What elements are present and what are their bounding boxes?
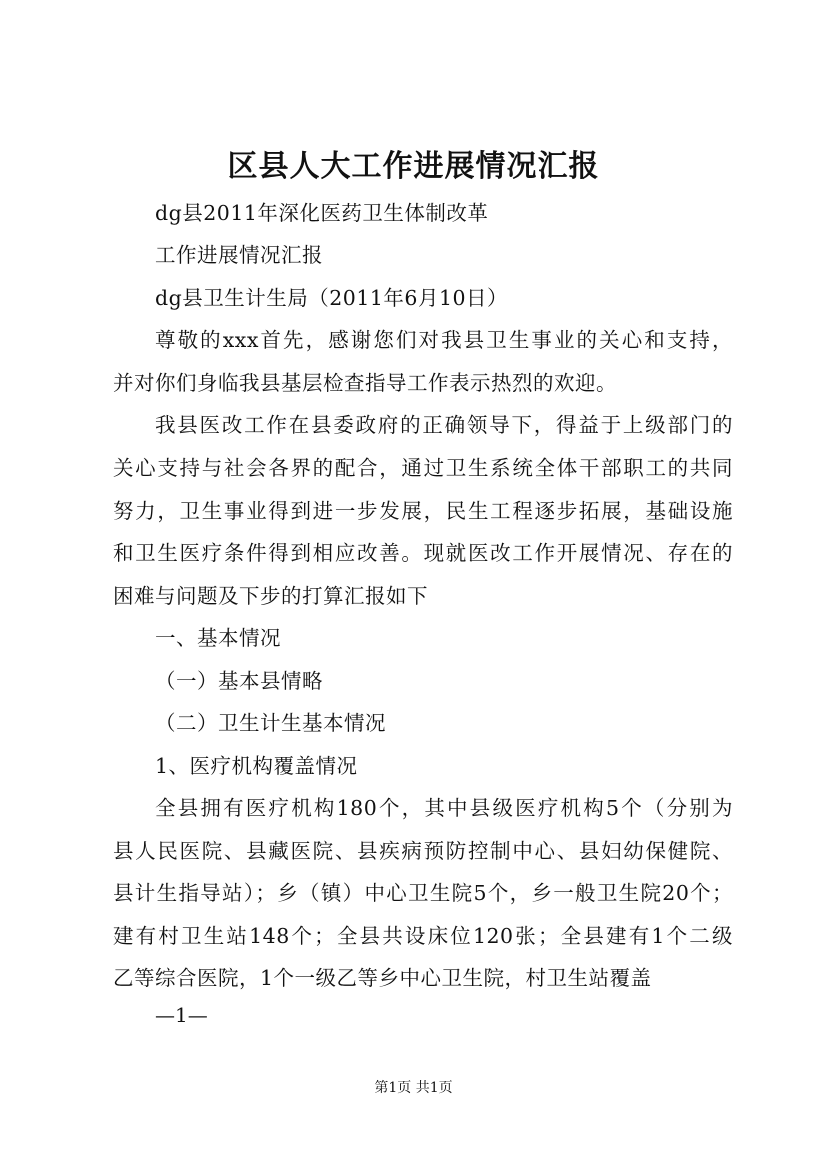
paragraph-line: 困难与问题及下步的打算汇报如下 bbox=[113, 584, 428, 608]
paragraph-line: 我县医改工作在县委政府的正确领导下，得益于上级部门的 bbox=[155, 413, 733, 437]
paragraph-line: 尊敬的xxx首先，感谢您们对我县卫生事业的关心和支持， bbox=[155, 328, 733, 352]
subsection-heading: （一）基本县情略 bbox=[155, 669, 323, 693]
page-number: —1— bbox=[155, 1003, 208, 1027]
page-footer: 第1页 共1页 bbox=[374, 1080, 453, 1096]
subsection-heading: （二）卫生计生基本情况 bbox=[155, 711, 386, 735]
paragraph-line: 全县拥有医疗机构180个，其中县级医疗机构5个（分别为 bbox=[155, 796, 733, 820]
item-heading: 1、医疗机构覆盖情况 bbox=[155, 754, 358, 778]
issuer-date-line: dg县卫生计生局（2011年6月10日） bbox=[155, 286, 509, 310]
paragraph-line: 和卫生医疗条件得到相应改善。现就医改工作开展情况、存在的 bbox=[113, 541, 733, 565]
paragraph-line: 关心支持与社会各界的配合，通过卫生系统全体干部职工的共同 bbox=[113, 456, 733, 480]
paragraph-line: 努力，卫生事业得到进一步发展，民生工程逐步拓展，基础设施 bbox=[113, 499, 733, 523]
document-title: 区县人大工作进展情况汇报 bbox=[227, 149, 600, 184]
paragraph-line: 并对你们身临我县基层检查指导工作表示热烈的欢迎。 bbox=[113, 371, 617, 395]
paragraph-line: 建有村卫生站148个；全县共设床位120张；全县建有1个二级 bbox=[113, 924, 733, 948]
subtitle-line-2: 工作进展情况汇报 bbox=[155, 243, 323, 267]
paragraph-line: 县人民医院、县藏医院、县疾病预防控制中心、县妇幼保健院、 bbox=[113, 839, 733, 863]
paragraph-line: 县计生指导站）；乡（镇）中心卫生院5个，乡一般卫生院20个； bbox=[113, 881, 733, 905]
paragraph-line: 乙等综合医院，1个一级乙等乡中心卫生院，村卫生站覆盖 bbox=[113, 966, 652, 990]
section-heading: 一、基本情况 bbox=[155, 626, 281, 650]
subtitle-line-1: dg县2011年深化医药卫生体制改革 bbox=[155, 201, 489, 225]
